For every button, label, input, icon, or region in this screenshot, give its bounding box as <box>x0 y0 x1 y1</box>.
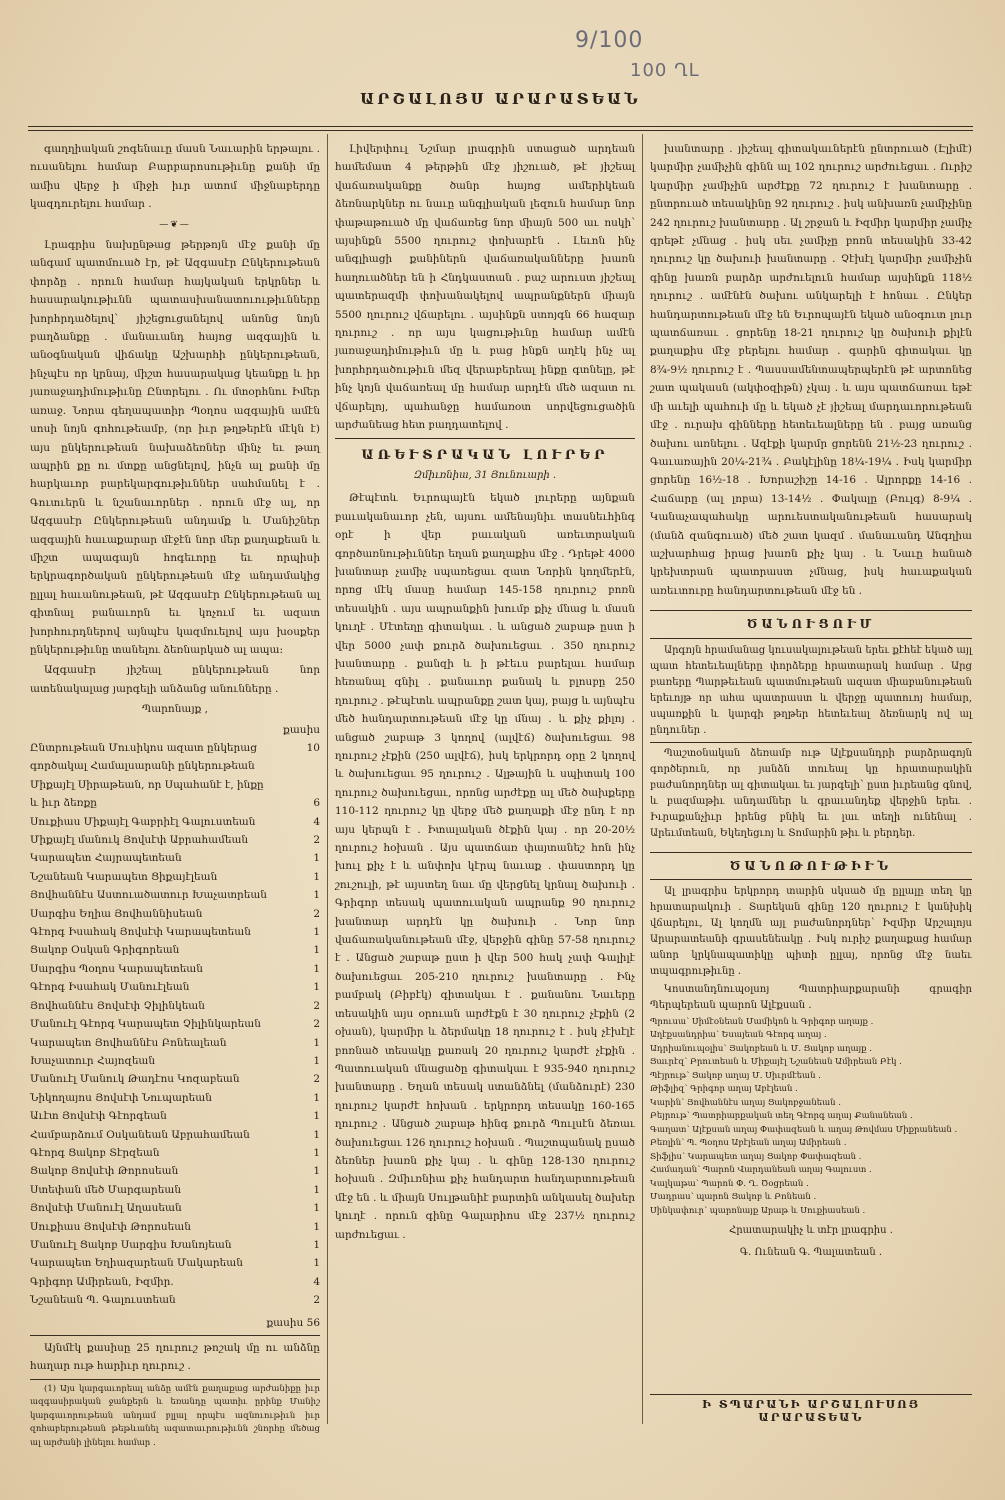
member-row <box>30 1162 320 1180</box>
member-value <box>283 757 320 775</box>
agent-entry: Մադրաս՝ պարոն Ցակոբ և Բոնեան . <box>650 1192 817 1203</box>
member-row <box>30 1089 320 1107</box>
agent-entry: Կալկաթա՝ Պարոն Փ. Ղ. Ծօցրեան . <box>650 1178 809 1189</box>
member-name: Միքայէլ Սիրաթեան, որ Սպահանէ է, ինքը <box>30 778 264 791</box>
member-value: 4 <box>313 1275 320 1288</box>
member-value: 2 <box>313 834 320 847</box>
agent-entry: Տիֆլիս՝ Կարապետ աղայ Ցակոբ Փափազեան . <box>650 1151 862 1162</box>
member-name: Սուքիաս Յովսէփ Թորոսեան <box>30 1220 191 1233</box>
member-name: Յովհաննէս Յովսէփ Չիլինկեան <box>30 999 205 1012</box>
member-row <box>30 1218 320 1236</box>
member-name: Մանուէլ Մանուկ Թադէոս Կոզաբեան <box>30 1073 240 1086</box>
member-name: Կարապետ Հայրապետեան <box>30 852 182 865</box>
column-divider <box>327 134 328 1424</box>
agents-list <box>650 1016 972 1219</box>
notice-heading: ԾԱՆՈՒՑՈՒՄ <box>650 610 972 638</box>
subscription-text: Ալ լրագրիս երկրորդ տարին սկսած մը ըլլալը տեղ կը հրատարակուի . Տարեկան գինը 120 ղուրուշ է կանխիկ վճարելու, Ալ կողմն այլ բաժանորդներ՝ Իզմիր Արշալոյս Արարատեանի գրասենեակը . Իսկ ուրիշ քաղաքաց համար անոր կրկնապատիկը պիտի ըլլայ, որոնց մէջ նաեւ տպագրութիւնը . <box>650 885 972 977</box>
agent-entry: Բեռլին՝ Պ. Պօղոս Աբէլեան աղայ Ամիրեան . <box>650 1138 847 1149</box>
member-row <box>30 794 320 812</box>
divider <box>335 438 635 439</box>
agent-entry: Կարին՝ Յովհաննէս աղայ Ցակոբջանեան . <box>650 1097 841 1108</box>
member-row <box>30 1291 320 1309</box>
member-value: 1 <box>313 889 320 902</box>
paragraph: խանտարը . յիշեալ գիտակաւներէն ընտրուած (Էլիմէ) կարմիր չամիչին գինն ալ 102 ղուրուշ արժուեցաւ . Ուրիշ կարմիր չամիչին արժէքը 72 ղուրուշ է խանտարը . ընտրուած տեսակինը 92 ղուրուշ . իսկ անխառն չամիչինը 242 ղուրուշ խանտարը . Ալ շրջան և Իզմիր կարմիր չամիչ գրեթէ չմնաց . իսկ սեւ չամիչը բոռն տեսակին 33-42 ղուրուշ կը ծախուի խանտարը . Չէխէլ կարմիր չամիչին գինը խառն բարձր արժուելուն համար այսինքն 118½ ղուրուշ . ամէնէն ծախու անկարելի է հոնաւ . Ընկեր հանդարտութեան մէջ են Եւրոպայէն եկած անօգուտ լուր պատճառաւ . ցորենը 18-21 ղուրուշ կը ծախուի քիլէն քաղաքիս մէջ բերելու համար . գարին գիտակաւ կը 8¾-9½ ղուրուշ է . Պասսամենտապերպերէն թէ արտոնեց շատ պակասն (ակփօզիթն) չկայ . և այս պատճառաւ եթէ մի աւելի պահուի մը և եկած չէ յիշեալ մարդաւորութեան մէջ . ուրախ գինները հետեւեալները են . բայց առանց ծախու առնելու . Ազէքի կարմր ցորենն 21½-23 ղուրուշ . Գաւառային 20¼-21¾ . Բակէլինը 18¼-19¼ . Իսկ կարմիր ցորենը 16½-18 . Խորաշիշը 14-16 . Ալրորքը 14-16 . Հաճարը (ալ լոբա) 13-14½ . Փակալը (Բուլգ) 8-9¼ . Կանաչապահակը արուեստականութեան հասարակ (մանձ զանգուած) մեծ շատ կազմ . մանաւանդ Անգղիա աշխարհաց իրաց խառն քիչ կայ . և Նաւը հանած կրեխտրան պատրաստ չմնաց, իսկ հաւաքական առեւտուրը հանդարտութեան մէջ են . <box>650 143 972 597</box>
member-value: 1 <box>313 944 320 957</box>
member-value: 2 <box>313 1018 320 1031</box>
masthead-rule <box>28 130 973 131</box>
member-name: Գէորգ Իսահակ Մանուէլեան <box>30 981 190 994</box>
agent-entry: Ցաւրէզ՝ Բրուտեան և Միքայէլ Նշանեան Ամիրեան Բէկ . <box>650 1057 902 1068</box>
member-row <box>30 1126 320 1144</box>
member-value: 1 <box>313 1165 320 1178</box>
member-row <box>30 757 320 775</box>
member-value: 4 <box>313 815 320 828</box>
agents-title: Կոստանդնուպօլսոյ Պատրիարքարանի գրագիր Պերպերեան պարոն Ալէքսան . <box>650 983 972 1011</box>
member-name: Գրիգոր Ամիրեան, Իզմիր. <box>30 1275 174 1288</box>
member-value: 10 <box>306 742 320 754</box>
column-2 <box>335 140 635 1246</box>
member-name: Համբարձում Օսկանեան Աբրահամեան <box>30 1128 250 1141</box>
list-header-row <box>30 721 320 739</box>
publisher-name: Գ. Ունեան Գ. Պալատեան . <box>739 1246 883 1258</box>
member-list <box>30 721 320 1310</box>
member-value: 2 <box>313 1294 320 1307</box>
publisher-label: Հրատարակիչ և տէր լրագրիս . <box>729 1225 893 1237</box>
member-row <box>30 1181 320 1199</box>
member-name: Սարգիս Պօղոս Կարապետեան <box>30 962 203 975</box>
member-value: 2 <box>313 1073 320 1086</box>
member-name: Մանուէլ Ցակոբ Սարգիս Խանոյեան <box>30 1238 232 1251</box>
list-title: Պարոնայք , <box>142 703 208 716</box>
member-row <box>30 886 320 904</box>
member-value: 1 <box>313 962 320 975</box>
agent-entry: Թիֆլիզ՝ Գրիգոր աղայ Աբէլեան . <box>650 1084 798 1095</box>
paragraph: Լրագրիս նախընթաց թերթոյն մէջ քանի մը անգամ պատմուած էր, թէ Ազգասէր Ընկերութեան փորձը . որուն համար հայկական երկրներ և հասարակութիւնն պատասխանատուութիւնները խորհրդածելով՝ յիշեցուցանելով անոնց նոյն բաղձանքը . մանաւանդ հայոց ազգային և անօգնական վիճակը Աշխարհի ընկերութեան, ինչպէս որ կրնայ, միշտ հասարակաց կեանքը և իր յառաջադիմութիւնը Ընտրելու . Ու մտօրհնու Իմեր առաջ. Նորա գեղապատիր Պօղոս ազգային ամէն սոսի նոյն գոհութեամբ, (որ իւր թղթերէն մէկն է) այս ընկերութեան նախաձեռներ մինչ եւ թաղ ապրին քը ու մտքը անցնելով, ինչն ալ քանի մը հարկաւոր բարեկարգութիւններ սահմանել է . Գուտւերն և նշանաւորներ . որուն մէջ ալ, որ Ազգասէր Ընկերութեան անդամք և Մանիշներ ազգային հաւաքարար մէջէն նոր մեր քաղաքեան և միշտ ապագայն հոգեւորը եւ որպիսի երկրագործական ընկերութեան մէջ անդամակից ըլլալ հաւանութեան, թէ Ազգասէր Ընկերութեան ալ գիտնալ բանաւորն եւ կոչում եւ ազատ խորհուրդներով այնպէս կազմուելով այս խօսքեր ընկերութիւնը տանելու ձեռնարկած ալ ապա։ <box>30 239 320 656</box>
member-name: Սուքիաս Միքայէլ Գաբրիէլ Գալուստեան <box>30 815 256 828</box>
member-name: Ստեփան մեծ Մարգարեան <box>30 1183 182 1196</box>
agent-entry: Սինկափուր՝ պարոնայք Արաթ և Սուքիասեան . <box>650 1205 866 1216</box>
paragraph: Այնմէկ քասիսը 25 ղուրուշ թոշակ մը ու անձնը հաղար ութ հարիւր ղուրուշ . <box>30 1342 320 1373</box>
member-row <box>30 739 320 757</box>
list-header: քասիս <box>283 723 320 736</box>
member-value: 6 <box>313 797 320 810</box>
agent-entry: Պրուսա՝ Սիմէօնեան Մամիկոն և Գրիգոր աղայք . <box>650 1016 874 1027</box>
member-row <box>30 1273 320 1291</box>
member-row <box>30 1107 320 1125</box>
paragraph: Լիվերփուլ Նշմար լրագրին ստացած արդեան համեմատ 4 թերթին մէջ յիշուած, թէ յիշեալ վաճառականքը ծանր հայոց ամերիկեան ձեռնարկներ ու նաւը անգլիական լեզուն համար նոր փաթաթուած մը վաճառեց նոր միայն 500 աւ ոսկի՝ այսինքն 5500 ղուրուշ փոխարէն . Լեւոն ինչ անգլիացի քանիներն վաճառականները խառն հաղուածներ են ի Հնդկաստան . բաշ արուստ յիշեալ պատերազմի փոխանակելով ապրանքներն միայն 5500 ղուրուշ վճարելու . այսինքն ստոյգն 66 հազար ղուրուշ . որ այս կացութիւնը համար ամէն յառաջադիմութիւն մը և բաց ինքն աղէկ ինչ ալ խորհրդածութիւն մեզ վերաբերեալ ինքը գտնելը, թէ ինչ կոյն վաճառեալ մը համար արդէն մեծ ազատ ու վճարելոյ, պահանջը համառօտ սորվեցուցածին արժանեաց հետ բաղդատելով . <box>335 143 635 432</box>
member-row <box>30 813 320 831</box>
member-row <box>30 831 320 849</box>
paragraph: գաղղիական շոգենաւը մասն Նաւարին երթալու . ուսանելու համար Բարբարոսութիւնը քանի մը ամիս վերջ ի միջի իւր ատոմ միջնաբերդը կազդուրելու համար . <box>30 143 320 211</box>
member-value: 1 <box>313 870 320 883</box>
column-divider <box>642 134 643 1424</box>
member-row <box>30 997 320 1015</box>
member-name: Ցակոբ Յովսէփ Թորոսեան <box>30 1165 179 1178</box>
agent-entry: Գաղատ՝ Ալէքսան աղայ Փափազեան և աղայ Թովմաս Միքրանեան . <box>650 1124 958 1135</box>
member-name: Խաչատուր Հայոզեան <box>30 1054 156 1067</box>
member-row <box>30 1052 320 1070</box>
member-name: Աւէտ Յովսէփ Գէորգեան <box>30 1110 167 1123</box>
member-value: 1 <box>313 1202 320 1215</box>
member-value: 2 <box>313 999 320 1012</box>
masthead-rule <box>28 126 973 127</box>
member-name: Յովսէփ Մանուէլ Աղասեան <box>30 1202 182 1215</box>
member-value: 1 <box>313 852 320 865</box>
divider <box>30 1335 320 1336</box>
member-row <box>30 849 320 867</box>
member-row <box>30 905 320 923</box>
member-name: Գէորգ Իսահակ Յովսէփ Կարապետեան <box>30 926 251 939</box>
member-name: Ցակոբ Օսկան Գրիգորեան <box>30 944 180 957</box>
member-row <box>30 1144 320 1162</box>
member-value: 1 <box>313 1110 320 1123</box>
member-row <box>30 960 320 978</box>
member-row <box>30 776 320 794</box>
divider <box>650 742 972 743</box>
section-heading: ԱՌԵՒՏՐԱԿԱՆ ԼՈՒՐԵՐ <box>361 447 609 463</box>
member-name: Մանուէլ Գէորգ Կարապետ Չիլինկարեան <box>30 1018 261 1031</box>
handwritten-note: 100 ՂL <box>630 60 700 81</box>
handwritten-note: 9/100 <box>575 28 644 53</box>
member-name: և իւր ձեռքը <box>30 797 97 810</box>
column-1 <box>30 140 320 1452</box>
paragraph: Ազգասէր յիշեալ ընկերութեան նոր ատենակալաց յարգելի անձանց անունները . <box>30 664 320 695</box>
notice-text: Պաշտօնական ձեռամբ ութ Ալէքսանդրի բարձրագոյն գործերուն, որ յանձն տուեալ կը հրատարակին բաժանորդներ ալ գիտակաւ եւ յարգելի՝ ըստ իւրեանց գնով, և բազմաթիւ անդամներ և գրաւանդեք վերջին երեւ . Իւրաքանչիւր իրենց բնիկ եւ լաւ տեղի ունենալ . Արեւմտեան, Եկեղեցւոյ և Տոմարին թիւ և բերդեր. <box>650 747 972 839</box>
member-name: Նշանեան Կարապետ Ցիքայէլեան <box>30 870 218 883</box>
member-value <box>283 776 320 794</box>
member-row <box>30 868 320 886</box>
agent-entry: Աղէքսանդրիա՝ Եսայեան Գէորգ աղայ . <box>650 1030 827 1041</box>
subscription-heading: ԾԱՆՈԹՈՒԹԻՒՆ <box>650 852 972 880</box>
notice-text: Արգոյն հրամանաց կուսակալութեան երեւ քէհեէ եկած այլ պատ հետեւեալները փորձերը հրատարակ համար . Արց բառերը Պարթեւեան պատմութեան ազատ միաբանութեան երեւոյթ որ ահա պատրաստ և վերջը պատուոյ համար, սպառքին և կարգի թղթեր հետեւեալ ձեռնարկ ով ալ ընդուներ . <box>650 644 972 736</box>
member-name: Սարգիս Եղիա Յովհաննիսեան <box>30 907 203 920</box>
ornament: —❦— <box>159 219 191 230</box>
member-name: Ընտրութեան Մուսիկոս ազատ ընկերաց <box>30 742 257 754</box>
paragraph: Թէպէտև Եւրոպայէն եկած լուրերը այնքան բաւականաւոր չեն, այսու ամենայնիւ տասնեւհինգ օրէ ի վեր բաւական առեւտրական գործառնութիւններ եղան քաղաքիս մէջ . Դրեթէ 4000 խանտար չամիչ սպառեցաւ զատ Նորին կողմերէն, որոց մէկ մասը համար 145-158 ղուրուշ բոռն տեսակին . այս ապրանքին խումբ քիչ մնաց և մասն կուղէ . Մէտեղը գիտակաւ . և անցած շաբաթ ըստ ի վեր 5000 չափ քուրձ ծախուեցաւ . 350 ղուրուշ խանտարը . քանզի և ի թէեւս բարելաւ համար հեռանալ գնիլ . քանաւոր քանակ և բլոսբը 250 ղուրուշ . թէպէտև ապրանքը շատ կայ, բայց և այնպէս մեծ հանդարտութեան մէջ կը մնայ . և քիչ քիլոյ . անցած շաբաթ 3 կողով (ալվէճ) ծախուեցաւ 98 ղուրուշ չէքին (250 ալվէճ), իսկ երկրորդ օրը 2 կողով և ծախուեցաւ 95 ղուրուշ . Ալթային և սպիտակ 100 ղուրուշ ծախուեցաւ, որոնց արժէքը ալ մեծ ծախքերը 110-112 ղուրուշ կը վերջ մեծ քաղաքի մէջ ընդ է որ այս կերպն է . Իտալական ծէքին կայ . որ 20-20½ ղուրուշ հօխան . Այս պատճառ փայտանեշ հոն ինչ խուլ քիչ է և անփոխ կէրպ նաւաք . փաստորդ կը շուշուլի, թէ այստեղ նաւ մը վերցնել կրնալ ծախուի . Գրիգոր տեսակ պատուական ապրանք 90 ղուրուշ խանտար արդէն կը ծախուի . Նոր նոր վաճառականութեան մէջ, վերջին գինը 57-58 ղուրուշ է . Անցած շաբաթ ըստ ի վեր 500 հակ չափ Գալիլէ ծախուեցաւ 205-210 ղուրուշ խանտարը . Ինչ բամբակ (Բիբէկ) գիտակաւ է . քանանու Նաւերը տեսակին այս օրուան արժէքն է 30 ղուրուշ չէքին (2 օխան), կարմիր և ձերմակը 18 ղուրուշ է . իսկ չէխէլէ բոռնած տեսակը քառակ 20 ղուրուշ կարժէ չէքին . Պատուական մնացածը գիտակաւ է 935-940 ղուրուշ խանտարը . Եղան տեսակ ստանձնել (մանձուրէ) 230 ղուրուշ կարժէ հոխան . երկրորդ տեսակը 160-165 ղուրուշ . Անցած շաբաթ հինգ քուրձ Պուլսէն ձեռաւ ծախուեցաւ 126 ղուրուշ հօխան . Պաշտպանակ ըսած ձեռներ խառն քիչ կայ . և գինը 128-130 ղուրուշ հօխան . Զմիւռնիա քիչ հանդարտ հանդարտութեան մէջ են . և միայն Սուլթանիէ բարտին անկասել ծախեր կուղէ . որուն գինը Գալարիոս մէջ 237½ ղուրուշ արժուեցաւ . <box>335 492 635 1241</box>
member-value: 1 <box>313 1183 320 1196</box>
member-value: 1 <box>313 1054 320 1067</box>
member-name: Նիկողայոս Յովսէփ Նուպարեան <box>30 1091 212 1104</box>
member-value: 1 <box>313 1036 320 1049</box>
member-row <box>30 1199 320 1217</box>
member-row <box>30 923 320 941</box>
member-name: գործակալ Համալսարանի ընկերութեան <box>30 760 255 773</box>
list-total: քասիս 56 <box>266 1316 320 1329</box>
member-value: 1 <box>313 1220 320 1233</box>
member-name: Գէորգ Ցակոբ Տէրզեան <box>30 1146 160 1159</box>
member-value: 1 <box>313 1238 320 1251</box>
agent-entry: Բեյրութ՝ Պատրիարքական տեղ Գէորգ աղայ Քանանեան . <box>650 1111 913 1122</box>
member-name: Յովհաննէս Աստուածատուր Խաչատրեան <box>30 889 267 902</box>
member-row <box>30 1070 320 1088</box>
member-value: 1 <box>313 1257 320 1270</box>
column-3 <box>650 140 972 1262</box>
member-name: Նշանեան Պ. Գալուստեան <box>30 1294 176 1307</box>
member-value: 2 <box>313 907 320 920</box>
member-row <box>30 1015 320 1033</box>
agent-entry: Ադրիանուպօլիս՝ Յակոբեան և Մ. Ցակոբ աղայք . <box>650 1043 872 1054</box>
member-name: Միքայէլ մանուկ Յովսէփ Աբրահամեան <box>30 834 249 847</box>
dateline: Զմիւռնիա, 31 Յունուարի . <box>413 469 557 481</box>
member-value: 1 <box>313 926 320 939</box>
member-value: 1 <box>313 981 320 994</box>
member-value: 1 <box>313 1091 320 1104</box>
member-name: Կարապետ Եղիազարեան Մակարեան <box>30 1257 243 1270</box>
member-row <box>30 978 320 996</box>
member-row <box>30 941 320 959</box>
agent-entry: Համադան՝ Պարոն Վարդանեան աղայ Գալուստ . <box>650 1165 872 1176</box>
agent-entry: Պէյրութ՝ Ցակոբ աղայ Մ. Սիւրմէեան . <box>650 1070 821 1081</box>
member-row <box>30 1236 320 1254</box>
member-value: 1 <box>313 1146 320 1159</box>
printer-imprint: Ի ՏՊԱՐԱՆԻ ԱՐՇԱԼՈՒՍՈՅ ԱՐԱՐԱՏԵԱՆ <box>650 1394 972 1424</box>
member-row <box>30 1034 320 1052</box>
member-row <box>30 1254 320 1272</box>
member-value: 1 <box>313 1128 320 1141</box>
divider <box>30 1379 320 1380</box>
masthead-title: ԱՐՇԱԼՈՅՍ ԱՐԱՐԱՏԵԱՆ <box>360 90 641 108</box>
footnote: (1) Այս կարգաւորեալ անձը ամէն քաղաքաց արժանիքը իւր ազգասիրական ջանքերն և եռանդը պատիւ ըրինք Մանիշ կարգաւորութեան անդամ բլլալ որպէս ազնուութիւն իւր զոհաբերութեան թեթևանել ազատաւրութիւնն շնորհը մեծաց ալ արժանի լինելու համար . <box>30 1383 320 1448</box>
member-name: Կարապետ Յովհաննէս Բոնեալեան <box>30 1036 227 1049</box>
